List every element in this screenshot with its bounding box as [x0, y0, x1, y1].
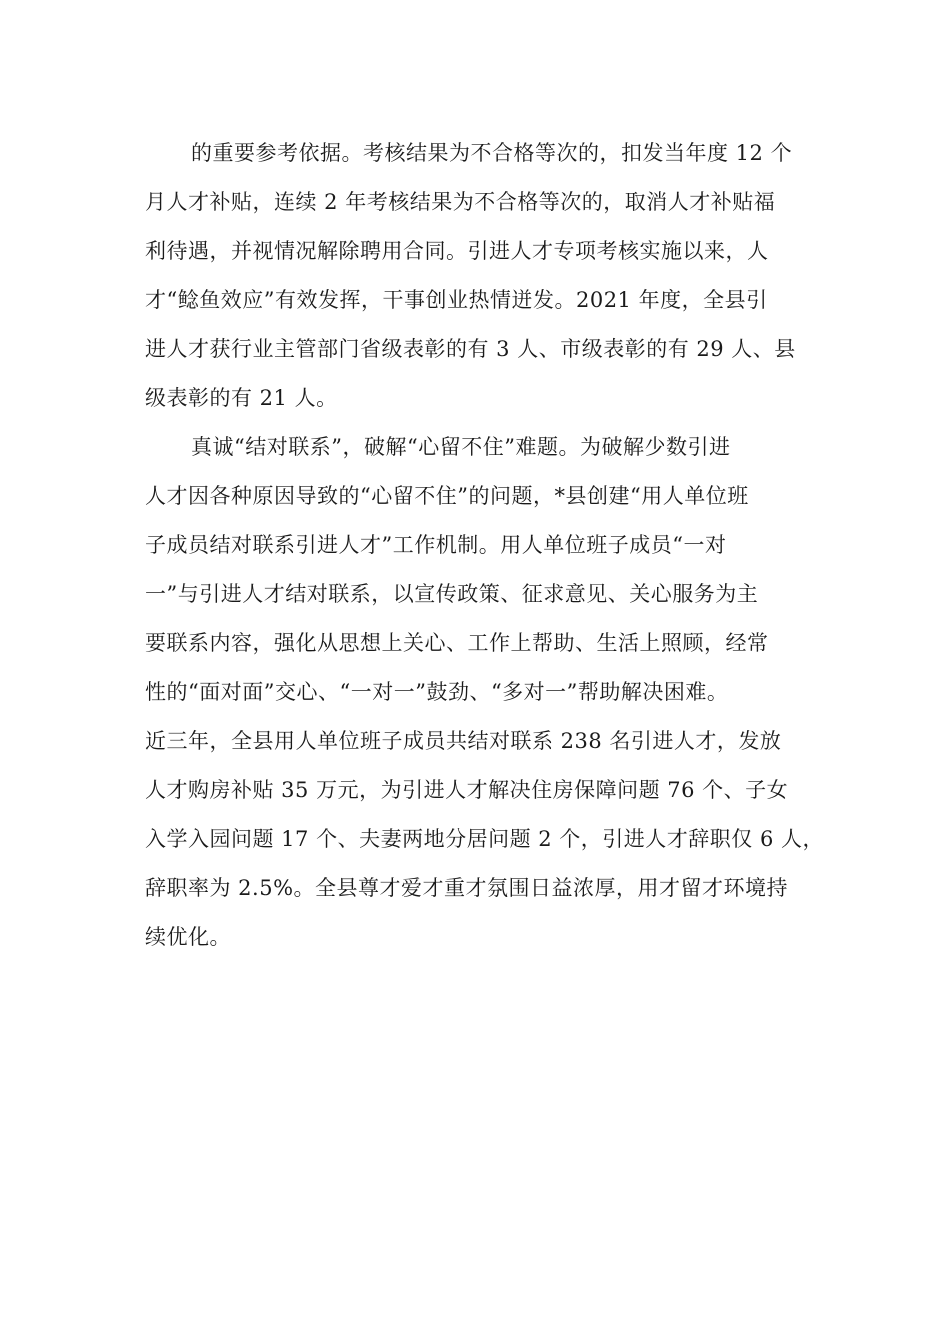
text-line: 的重要参考依据。考核结果为不合格等次的，扣发当年度 12 个: [191, 141, 793, 165]
text-line: 人才购房补贴 35 万元，为引进人才解决住房保障问题 76 个、子女: [145, 778, 789, 802]
text-line: 子成员结对联系引进人才”工作机制。用人单位班子成员“一对: [145, 533, 727, 557]
text-line: 真诚“结对联系”，破解“心留不住”难题。为破解少数引进: [191, 435, 731, 459]
text-line: 才“鲶鱼效应”有效发挥，干事创业热情迸发。2021 年度，全县引: [145, 288, 768, 312]
text-line: 入学入园问题 17 个、夫妻两地分居问题 2 个，引进人才辞职仅 6 人，: [145, 827, 824, 851]
paragraph-1: [145, 129, 825, 423]
text-line: 续优化。: [145, 925, 231, 949]
body-text: [145, 129, 825, 962]
text-line: 性的“面对面”交心、“一对一”鼓劲、“多对一”帮助解决困难。: [145, 680, 729, 704]
text-line: 级表彰的有 21 人。: [145, 386, 338, 410]
text-line: 月人才补贴，连续 2 年考核结果为不合格等次的，取消人才补贴福: [145, 190, 776, 214]
text-line: 人才因各种原因导致的“心留不住”的问题，*县创建“用人单位班: [145, 484, 749, 508]
text-line: 辞职率为 2.5%。全县尊才爱才重才氛围日益浓厚，用才留才环境持: [145, 876, 789, 900]
paragraph-2: [145, 423, 825, 962]
text-line: 一”与引进人才结对联系，以宣传政策、征求意见、关心服务为主: [145, 582, 759, 606]
text-line: 要联系内容，强化从思想上关心、工作上帮助、生活上照顾，经常: [145, 631, 769, 655]
text-line: 进人才获行业主管部门省级表彰的有 3 人、市级表彰的有 29 人、县: [145, 337, 796, 361]
text-line: 近三年，全县用人单位班子成员共结对联系 238 名引进人才，发放: [145, 729, 782, 753]
text-line: 利待遇，并视情况解除聘用合同。引进人才专项考核实施以来，人: [145, 239, 769, 263]
